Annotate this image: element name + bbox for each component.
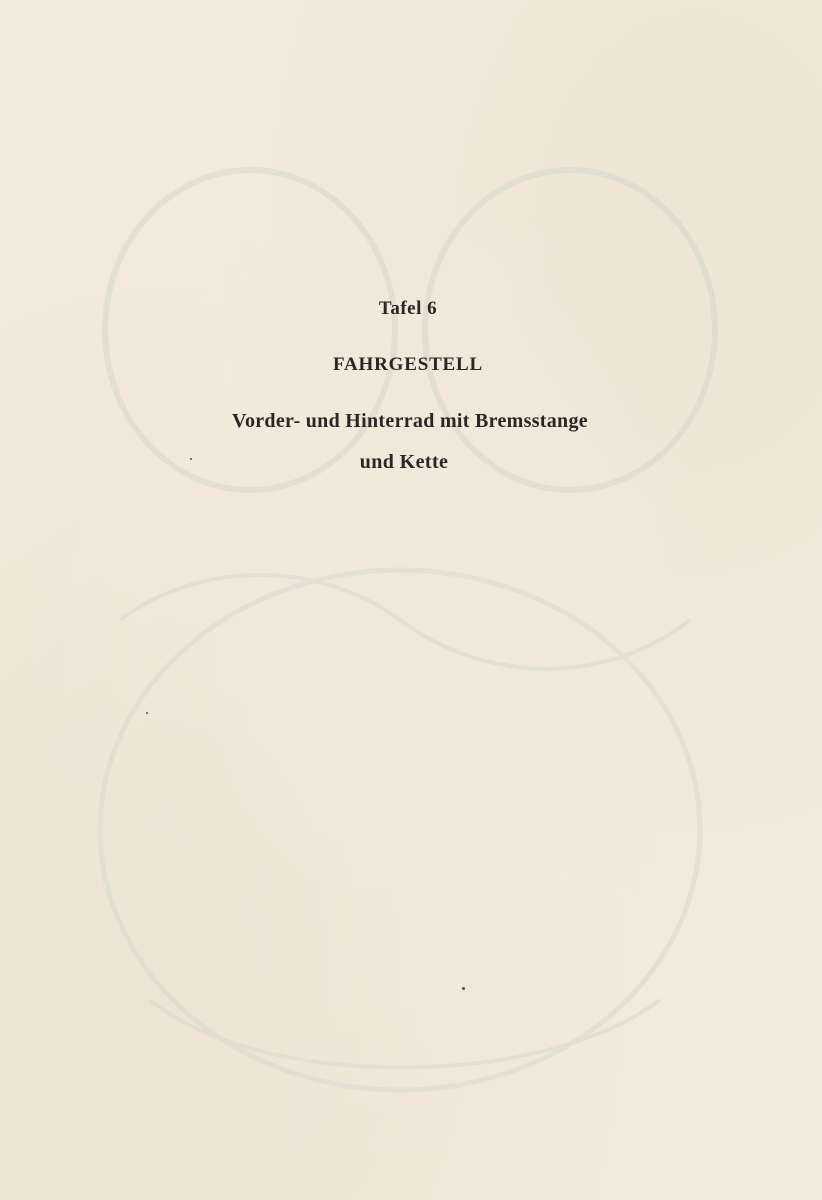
ink-speck	[462, 987, 465, 990]
section-heading: FAHRGESTELL	[333, 354, 483, 375]
subtitle-line-2: und Kette	[359, 451, 449, 473]
ink-speck	[190, 458, 192, 460]
subtitle-line-1: Vorder- und Hinterrad mit Bremsstange	[232, 410, 588, 432]
ink-speck	[146, 712, 148, 714]
plate-label: Tafel 6	[378, 298, 438, 319]
